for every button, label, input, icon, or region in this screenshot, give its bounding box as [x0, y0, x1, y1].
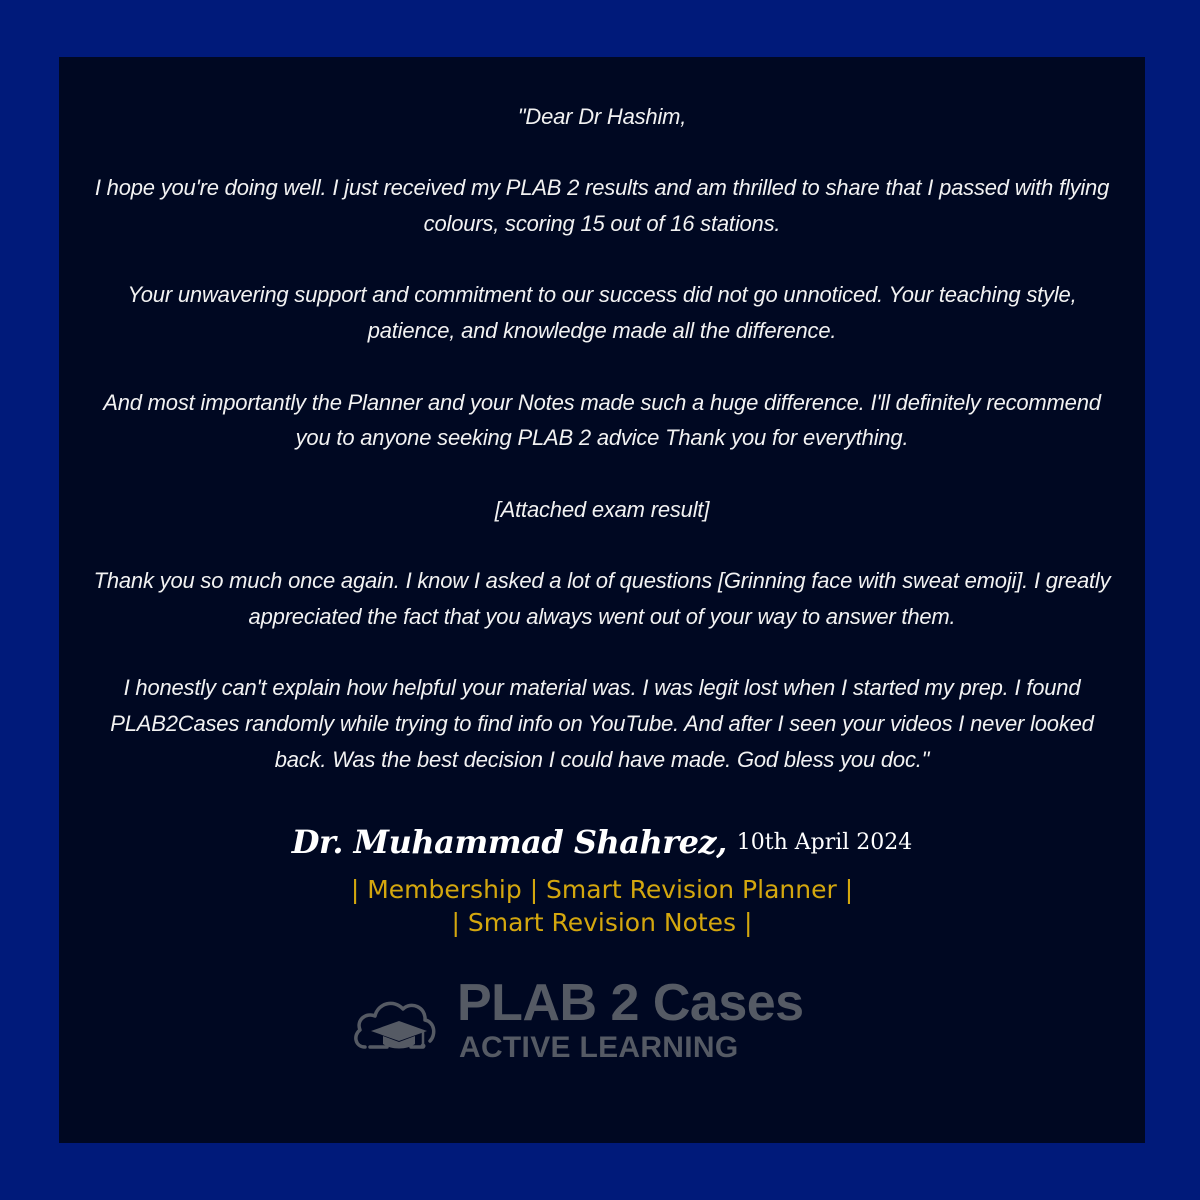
product-line-1: | Membership | Smart Revision Planner | [350, 875, 854, 904]
product-line-2: | Smart Revision Notes | [451, 908, 753, 937]
letter-paragraph-closing: I honestly can't explain how helpful your material was. I was legit lost when I started my prep. I found PLAB2Cases randomly while trying to find info on YouTube. And after I seen your videos I never looked back. Was the best decision I could have made. God bless you doc." [110, 675, 1094, 772]
brand-logo [351, 974, 861, 1077]
letter-paragraph-support: Your unwavering support and commitment to our success did not go unnoticed. Your teaching style, patience, and knowledge made all the difference. [127, 282, 1077, 344]
logo-title: PLAB 2 Cases [457, 974, 804, 1032]
signature-name: Dr. Muhammad Shahrez, [291, 823, 727, 861]
cloud-graduation-cap-icon [351, 991, 437, 1053]
testimonial-panel [59, 57, 1145, 1143]
signature-date: 10th April 2024 [736, 830, 913, 855]
letter-paragraph-results: I hope you're doing well. I just received my PLAB 2 results and am thrilled to share that I passed with flying colours, scoring 15 out of 16 stations. [94, 175, 1110, 237]
testimonial-letter [89, 99, 1115, 777]
signature [59, 823, 1145, 861]
letter-paragraph-planner: And most importantly the Planner and your Notes made such a huge difference. I'll definitely recommend you to anyone seeking PLAB 2 advice Thank you for everything. [103, 389, 1101, 451]
letter-greeting: "Dear Dr Hashim, [517, 104, 687, 129]
logo-subtitle: ACTIVE LEARNING [459, 1031, 739, 1064]
letter-paragraph-thanks: Thank you so much once again. I know I asked a lot of questions [Grinning face with sweat emoji]. I greatly appreciated the fact that you always went out of your way to answer them. [93, 568, 1111, 629]
letter-attachment-note: [Attached exam result] [494, 496, 710, 522]
product-list [59, 873, 1145, 939]
